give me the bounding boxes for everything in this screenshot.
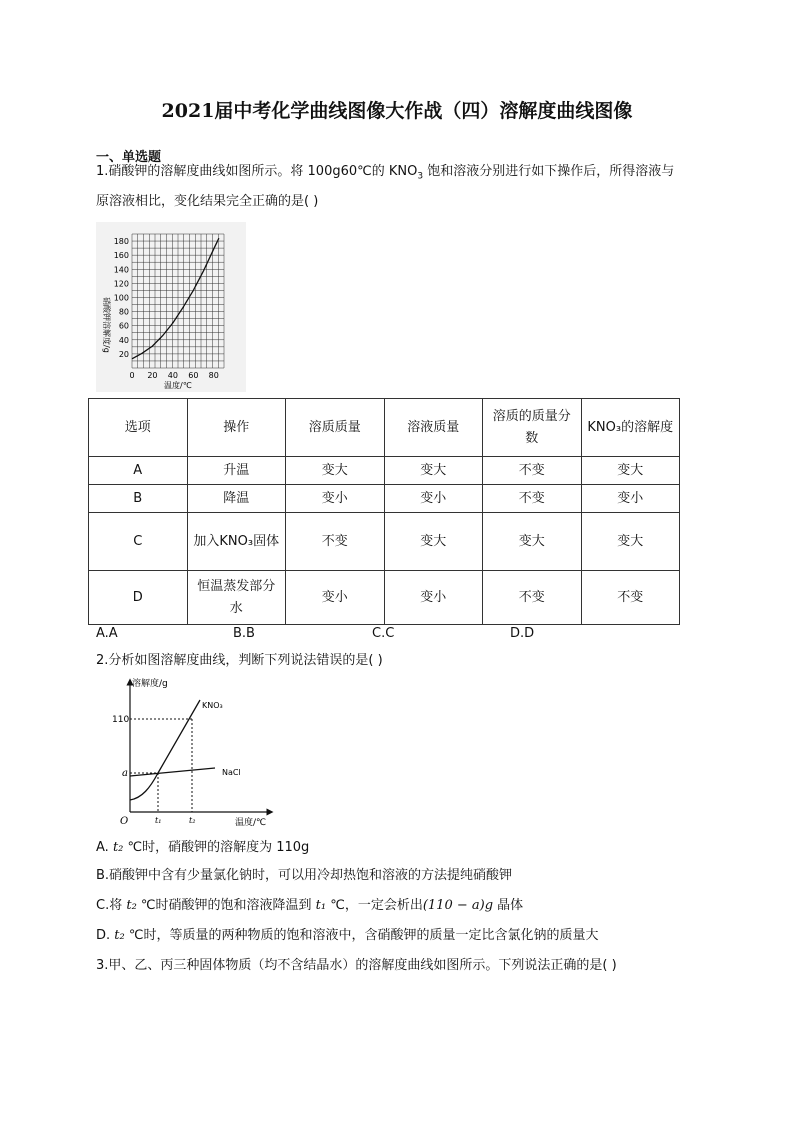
y-label-a: a [122,768,128,779]
table-cell: 变小 [286,485,385,513]
table-cell: 变大 [384,513,483,571]
table-cell: 升温 [187,457,286,485]
q2-opt-a-text: ℃时，硝酸钾的溶解度为 110g [123,840,310,855]
q1-option-d[interactable]: D.D [510,626,535,641]
table-cell: 变大 [384,457,483,485]
header-cell: KNO₃的溶解度 [581,399,680,457]
table-row [89,513,680,571]
q2-opt-c-mid2: ℃，一定会析出 [326,898,423,913]
q2-opt-d-t: t₂ [114,928,125,943]
y-axis-label: 溶解度/g [132,679,168,689]
x-tick-label: 20 [147,371,158,380]
operations-table [88,398,680,625]
x-axis-label: 温度/℃ [164,381,192,390]
question-1-text-line2: 原溶液相比，变化结果完全正确的是( ) [96,194,319,209]
q2-opt-c-post: 晶体 [493,898,524,913]
table-cell: 变小 [384,571,483,625]
table-cell: C [89,513,188,571]
q1-option-a[interactable]: A.A [96,626,118,641]
header-cell: 溶质质量 [286,399,385,457]
page-title: 2021届中考化学曲线图像大作战（四）溶解度曲线图像 [161,100,633,122]
t2-label: t₂ [189,816,196,825]
header-cell: 溶质的质量分数 [483,399,582,457]
table-row [89,485,680,513]
y-tick-label: 120 [113,279,129,289]
nacl-label: NaCl [222,768,241,777]
table-cell: 变大 [286,457,385,485]
kno3-label: KNO₃ [202,701,223,710]
origin-label: O [120,816,129,827]
x-tick-label: 60 [188,371,199,380]
table-header-row [89,399,680,457]
q2-opt-d-text: ℃时，等质量的两种物质的饱和溶液中，含硝酸钾的质量一定比含氯化钠的质量大 [124,928,599,943]
q2-opt-c-t2: t₂ [126,898,137,913]
y-tick-label: 80 [118,307,129,317]
q2-opt-d-prefix: D. [96,928,115,943]
q2-opt-c-prefix: C.将 [96,898,127,913]
q1-option-c[interactable]: C.C [372,626,395,641]
table-cell: 变小 [581,485,680,513]
table-cell: D [89,571,188,625]
nacl-curve [130,768,215,776]
header-cell: 选项 [89,399,188,457]
y-tick-label: 40 [118,335,129,345]
table-row [89,457,680,485]
table-cell: 变小 [384,485,483,513]
q2-option-c[interactable] [96,896,706,916]
y-label-110: 110 [112,715,130,725]
x-tick-label: 80 [208,371,219,380]
t1-label: t₁ [155,816,162,825]
q2-solubility-chart [110,672,280,830]
table-cell: 不变 [581,571,680,625]
table-cell: 变大 [581,513,680,571]
q1-text-part-b: 饱和溶液分别进行如下操作后，所得溶液与 [423,164,675,179]
x-axis-label: 温度/℃ [235,818,267,828]
q1-text-part-a: 1.硝酸钾的溶解度曲线如图所示。将 100g60℃的 KNO [96,164,418,179]
table-cell: 恒温蒸发部分水 [187,571,286,625]
table-cell: B [89,485,188,513]
y-tick-label: 20 [118,349,129,359]
y-tick-label: 140 [113,265,129,275]
q2-opt-c-expr: (110 − a)g [422,898,494,913]
question-3-text: 3.甲、乙、丙三种固体物质（均不含结晶水）的溶解度曲线如图所示。下列说法正确的是( ) [96,958,617,973]
table-cell: 不变 [483,571,582,625]
table-cell: 加入KNO₃固体 [187,513,286,571]
q2-opt-c-t1: t₁ [315,898,327,913]
table-row [89,571,680,625]
table-cell: 不变 [286,513,385,571]
header-cell: 操作 [187,399,286,457]
x-tick-label: 0 [129,371,135,380]
y-tick-label: 180 [113,237,129,247]
y-tick-label: 100 [113,293,129,303]
table-cell: 变大 [483,513,582,571]
q1-subscript: 3 [417,171,424,182]
q2-option-a[interactable] [96,838,706,858]
question-2-text: 2.分析如图溶解度曲线，判断下列说法错误的是( ) [96,653,383,668]
y-axis-label: 硝酸钾溶解度/g [102,297,111,353]
q2-opt-a-t: t₂ [112,840,124,855]
table-cell: 降温 [187,485,286,513]
header-cell: 溶液质量 [384,399,483,457]
question-1-text [96,162,706,187]
q2-option-b[interactable]: B.硝酸钾中含有少量氯化钠时，可以用冷却热饱和溶液的方法提纯硝酸钾 [96,868,513,883]
x-tick-label: 40 [167,371,178,380]
y-tick-label: 160 [113,251,129,261]
q2-opt-a-prefix: A. [96,840,113,855]
table-cell: 变大 [581,457,680,485]
q1-solubility-chart [96,222,246,392]
section-heading: 一、单选题 [96,150,162,165]
table-cell: 不变 [483,457,582,485]
kno3-curve [130,700,200,800]
table-cell: 变小 [286,571,385,625]
y-tick-label: 60 [118,321,129,331]
q2-option-d[interactable] [96,926,706,946]
q2-opt-c-mid: ℃时硝酸钾的饱和溶液降温到 [136,898,316,913]
table-cell: 不变 [483,485,582,513]
q1-option-b[interactable]: B.B [233,626,255,641]
table-cell: A [89,457,188,485]
